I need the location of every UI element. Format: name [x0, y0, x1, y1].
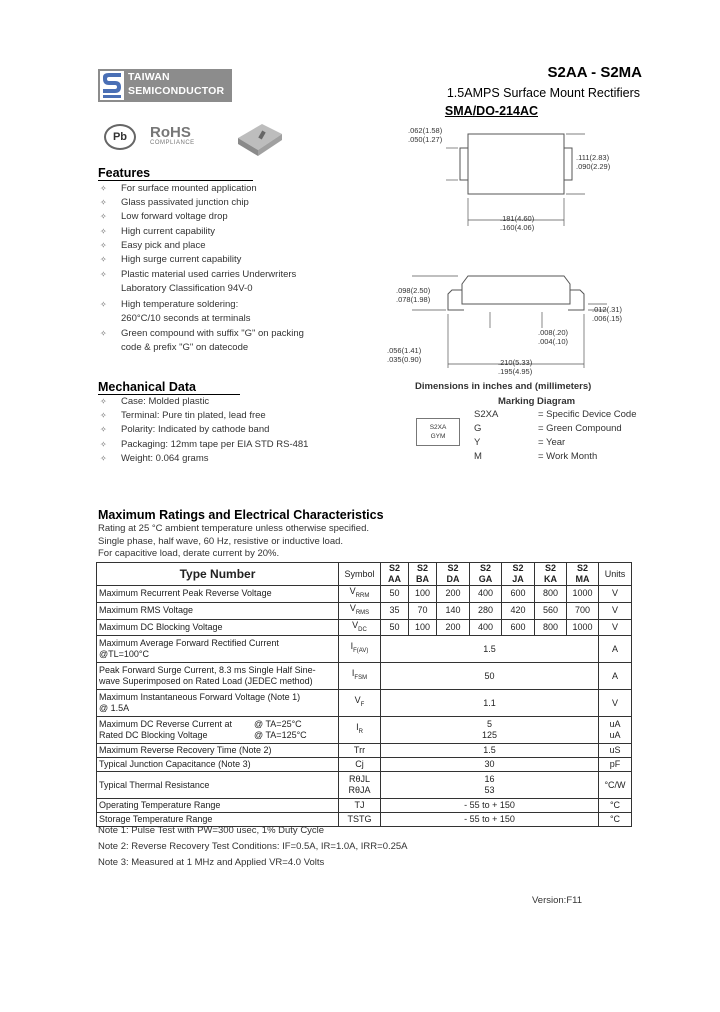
dim-label-2 [576, 153, 610, 171]
col-header-line: S2 [479, 563, 491, 573]
marking-code: S2XA [474, 409, 499, 420]
col-header-line: MA [575, 574, 590, 584]
version: Version:F11 [532, 895, 582, 906]
voltage-rows [97, 586, 632, 636]
rohs-badge: RoHS [150, 124, 191, 141]
part-subtitle: 1.5AMPS Surface Mount Rectifiers [446, 86, 640, 100]
span-rows [97, 636, 632, 717]
symbol-cell: Trr [339, 744, 381, 758]
dims-caption: Dimensions in inches and (millimeters) [415, 381, 592, 392]
symbol-cell [339, 586, 381, 603]
dim-4b: .078(1.98) [396, 295, 431, 304]
dim-2a: .111(2.83) [576, 153, 610, 162]
table-row [97, 586, 632, 603]
dim-1a: .062(1.58) [408, 126, 443, 135]
value-cell: 50 [381, 586, 409, 603]
sym: V [349, 602, 356, 613]
symbol-cell [339, 690, 381, 717]
col-header-line: AA [388, 574, 401, 584]
value-cell: 600 [502, 586, 535, 603]
unit-cell [599, 717, 632, 744]
symbol-cell: TSTG [339, 813, 381, 827]
value-cell: 70 [409, 602, 437, 619]
col-header-line: S2 [447, 563, 459, 573]
feature-item: ✧ Plastic material used carries Underwriters Laboratory Classification 94V-0 [100, 268, 325, 296]
marking-code: Y [474, 437, 481, 448]
param-cell: Typical Junction Capacitance (Note 3) [97, 758, 339, 772]
table-row [97, 717, 632, 744]
value-cell: 50 [381, 619, 409, 636]
features-title: Features [98, 166, 253, 181]
dim-label-6 [538, 328, 568, 346]
dim-label-1 [408, 126, 442, 144]
param-cell: Maximum DC Blocking Voltage [97, 619, 339, 636]
dim-label-3 [500, 214, 534, 232]
param-cell: Operating Temperature Range [97, 799, 339, 813]
value-cell: 1000 [567, 619, 599, 636]
sym: V [352, 619, 359, 630]
table-row [97, 772, 632, 799]
value-cell [381, 772, 599, 799]
value-cell: 100 [409, 586, 437, 603]
value-line: 16 [484, 774, 495, 785]
feature-item: ✧ Glass passivated junction chip [100, 196, 325, 210]
col-header-line: S2 [388, 563, 400, 573]
mechanical-item: ✧ Terminal: Pure tin plated, lead free [100, 409, 360, 423]
dim-6a: .008(.20) [538, 328, 569, 337]
feature-item: ✧ Low forward voltage drop [100, 210, 325, 224]
unit-line: uA [609, 719, 621, 730]
value-cell: 1000 [567, 586, 599, 603]
note-line: Note 2: Reverse Recovery Test Conditions: IF=0.5A, IR=1.0A, IRR=0.25A [98, 841, 408, 852]
value-cell: 100 [409, 619, 437, 636]
dim-3a: .181(4.60) [500, 214, 535, 223]
mechanical-item: ✧ Packaging: 12mm tape per EIA STD RS-481 [100, 438, 360, 452]
features-list [100, 182, 325, 355]
value-cell: - 55 to + 150 [381, 813, 599, 827]
value-cell: 1.1 [381, 690, 599, 717]
type-number-header: Type Number [97, 563, 339, 586]
value-cell: 600 [502, 619, 535, 636]
param-cell: Maximum Recurrent Peak Reverse Voltage [97, 586, 339, 603]
param-cond: @ TA=25°C [254, 719, 302, 730]
param-line: Maximum Average Forward Rectified Current [99, 638, 279, 649]
value-cell: 560 [535, 602, 567, 619]
value-cell: 50 [381, 663, 599, 690]
unit-cell: uS [599, 744, 632, 758]
rohs-compliance-label: COMPLIANCE [150, 140, 195, 146]
feature-item: ✧ Easy pick and place [100, 239, 325, 253]
sym: I [351, 668, 355, 679]
symbol-cell [339, 772, 381, 799]
ratings-intro [98, 523, 369, 561]
value-cell: 1.5 [381, 636, 599, 663]
sym-line: RθJL [348, 774, 370, 785]
dim-1b: .050(1.27) [408, 135, 443, 144]
value-cell: 35 [381, 602, 409, 619]
mechanical-list [100, 395, 360, 466]
col-header-line: DA [446, 574, 460, 584]
dim-8a: .210(5.33) [498, 358, 533, 367]
param-line: Maximum Instantaneous Forward Voltage (Note 1) [99, 692, 301, 703]
ratings-title: Maximum Ratings and Electrical Characteristics [98, 508, 384, 522]
feature-item: ✧ Green compound with suffix "G" on packing code & prefix "G" on datecode [100, 327, 325, 355]
symbol-cell [339, 663, 381, 690]
sym-sub: DC [358, 626, 367, 633]
marking-title: Marking Diagram [498, 396, 576, 407]
col-header-line: S2 [544, 563, 556, 573]
col-header [381, 563, 409, 586]
unit-cell: V [599, 602, 632, 619]
col-header [502, 563, 535, 586]
col-header [535, 563, 567, 586]
value-cell: - 55 to + 150 [381, 799, 599, 813]
dim-label-7 [387, 346, 421, 364]
value-cell: 400 [470, 586, 502, 603]
param-line: wave Superimposed on Rated Load (JEDEC method) [99, 676, 313, 687]
sym: V [349, 586, 356, 596]
units-header: Units [599, 563, 632, 586]
table-row [97, 663, 632, 690]
logo-mark-icon [100, 71, 124, 100]
value-cell: 700 [567, 602, 599, 619]
value-cell: 400 [470, 619, 502, 636]
dim-5a: .012(.31) [592, 305, 623, 314]
sym-sub: R [358, 729, 363, 736]
table-header [97, 563, 632, 586]
mechanical-item: ✧ Weight: 0.064 grams [100, 452, 360, 466]
param-text: Maximum DC Reverse Current at [99, 719, 233, 730]
chip-date: GYM [430, 433, 446, 440]
unit-cell: °C [599, 799, 632, 813]
dim-3b: .160(4.06) [500, 223, 535, 232]
unit-cell: V [599, 690, 632, 717]
value-cell: 800 [535, 619, 567, 636]
param-text: Rated DC Blocking Voltage [99, 730, 208, 741]
symbol-cell: Cj [339, 758, 381, 772]
symbol-cell [339, 636, 381, 663]
sym: V [354, 695, 361, 706]
value-cell: 280 [470, 602, 502, 619]
mechanical-item: ✧ Case: Molded plastic [100, 395, 360, 409]
col-header [567, 563, 599, 586]
marking-chip [416, 418, 460, 446]
notes [98, 823, 408, 871]
dim-label-8 [498, 358, 532, 376]
feature-item: ✧ High current capability [100, 225, 325, 239]
unit-cell: V [599, 619, 632, 636]
col-header-line: S2 [416, 563, 428, 573]
param-cell [97, 690, 339, 717]
param-cond: @ TA=125°C [254, 730, 307, 741]
value-cell: 1.5 [381, 744, 599, 758]
unit-cell: A [599, 636, 632, 663]
col-header [409, 563, 437, 586]
param-cell: Maximum Reverse Recovery Time (Note 2) [97, 744, 339, 758]
intro-line: Rating at 25 °C ambient temperature unless otherwise specified. [98, 523, 369, 534]
sym-sub: FSM [354, 675, 368, 682]
dim-8b: .195(4.95) [498, 367, 533, 376]
marking-code: G [474, 423, 482, 434]
marking-desc: = Specific Device Code [538, 409, 637, 420]
unit-cell: A [599, 663, 632, 690]
param-line: @TL=100°C [99, 649, 150, 660]
sym-sub: F(AV) [353, 648, 369, 655]
sym: I [356, 722, 359, 733]
param-cell: Maximum RMS Voltage [97, 602, 339, 619]
note-line: Note 3: Measured at 1 MHz and Applied VR=4.0 Volts [98, 857, 325, 868]
misc-rows [97, 744, 632, 772]
symbol-cell [339, 717, 381, 744]
value-cell: 30 [381, 758, 599, 772]
table-row [97, 636, 632, 663]
marking-desc: = Year [538, 437, 566, 448]
value-cell [381, 717, 599, 744]
feature-item: ✧ For surface mounted application [100, 182, 325, 196]
param-cell: Storage Temperature Range [97, 813, 339, 827]
marking-code: M [474, 451, 482, 462]
param-cell [97, 636, 339, 663]
value-cell: 200 [437, 586, 470, 603]
symbol-header: Symbol [339, 563, 381, 586]
dim-4a: .098(2.50) [396, 286, 431, 295]
table-row [97, 602, 632, 619]
sym: I [350, 641, 354, 652]
value-line: 5 [486, 719, 492, 730]
col-header-line: S2 [512, 563, 524, 573]
unit-cell: V [599, 586, 632, 603]
dim-2b: .090(2.29) [576, 162, 611, 171]
table-row [97, 758, 632, 772]
table-row [97, 744, 632, 758]
sym-line: RθJA [348, 785, 371, 796]
pb-free-badge: Pb [104, 124, 136, 150]
value-cell: 200 [437, 619, 470, 636]
part-title: S2AA - S2MA [547, 64, 642, 81]
table-row [97, 619, 632, 636]
dim-label-4 [396, 286, 430, 304]
chip-code: S2XA [429, 424, 447, 431]
logo-text [128, 70, 224, 98]
sym-sub: F [360, 702, 365, 709]
param-cell [97, 717, 339, 744]
col-header-line: JA [512, 574, 524, 584]
logo-line2: SEMICONDUCTOR [128, 85, 225, 97]
unit-line: uA [609, 730, 621, 741]
dim-5b: .006(.15) [592, 314, 623, 323]
table-row [97, 799, 632, 813]
dim-7b: .035(0.90) [387, 355, 422, 364]
symbol-cell: TJ [339, 799, 381, 813]
dim-6b: .004(.10) [538, 337, 569, 346]
param-cell: Typical Thermal Resistance [97, 772, 339, 799]
dim-7a: .056(1.41) [387, 346, 422, 355]
value-cell: 140 [437, 602, 470, 619]
dim-label-5 [592, 305, 622, 323]
col-header-line: KA [544, 574, 557, 584]
col-header [437, 563, 470, 586]
unit-cell: °C/W [599, 772, 632, 799]
feature-item: ✧ High temperature soldering: 260°C/10 seconds at terminals [100, 298, 271, 326]
value-cell: 800 [535, 586, 567, 603]
marking-legend [474, 408, 636, 464]
sym-sub: RRM [355, 592, 370, 599]
unit-cell: °C [599, 813, 632, 827]
intro-line: For capacitive load, derate current by 20%. [98, 548, 280, 559]
value-cell: 420 [502, 602, 535, 619]
param-line: Peak Forward Surge Current, 8.3 ms Single Half Sine- [99, 665, 316, 676]
col-header-line: S2 [576, 563, 588, 573]
unit-cell: pF [599, 758, 632, 772]
symbol-cell [339, 602, 381, 619]
component-photo [232, 118, 286, 165]
note-line: Note 1: Pulse Test with PW=300 usec, 1% Duty Cycle [98, 825, 325, 836]
mechanical-title: Mechanical Data [98, 380, 240, 395]
marking-desc: = Green Compound [538, 423, 622, 434]
param-cell [97, 663, 339, 690]
logo-line1: TAIWAN [128, 71, 170, 83]
param-line: @ 1.5A [99, 703, 130, 714]
col-header-line: BA [416, 574, 429, 584]
feature-item: ✧ High surge current capability [100, 253, 325, 267]
intro-line: Single phase, half wave, 60 Hz, resistive or inductive load. [98, 535, 344, 547]
symbol-cell [339, 619, 381, 636]
value-line: 125 [481, 730, 498, 741]
sym-sub: RMS [355, 609, 370, 616]
package-name: SMA/DO-214AC [444, 104, 538, 118]
table-row [97, 690, 632, 717]
marking-desc: = Work Month [538, 451, 598, 462]
ratings-table [96, 562, 632, 827]
col-header [470, 563, 502, 586]
mechanical-item: ✧ Polarity: Indicated by cathode band [100, 423, 360, 437]
value-line: 53 [484, 785, 495, 796]
col-header-line: GA [478, 574, 493, 584]
